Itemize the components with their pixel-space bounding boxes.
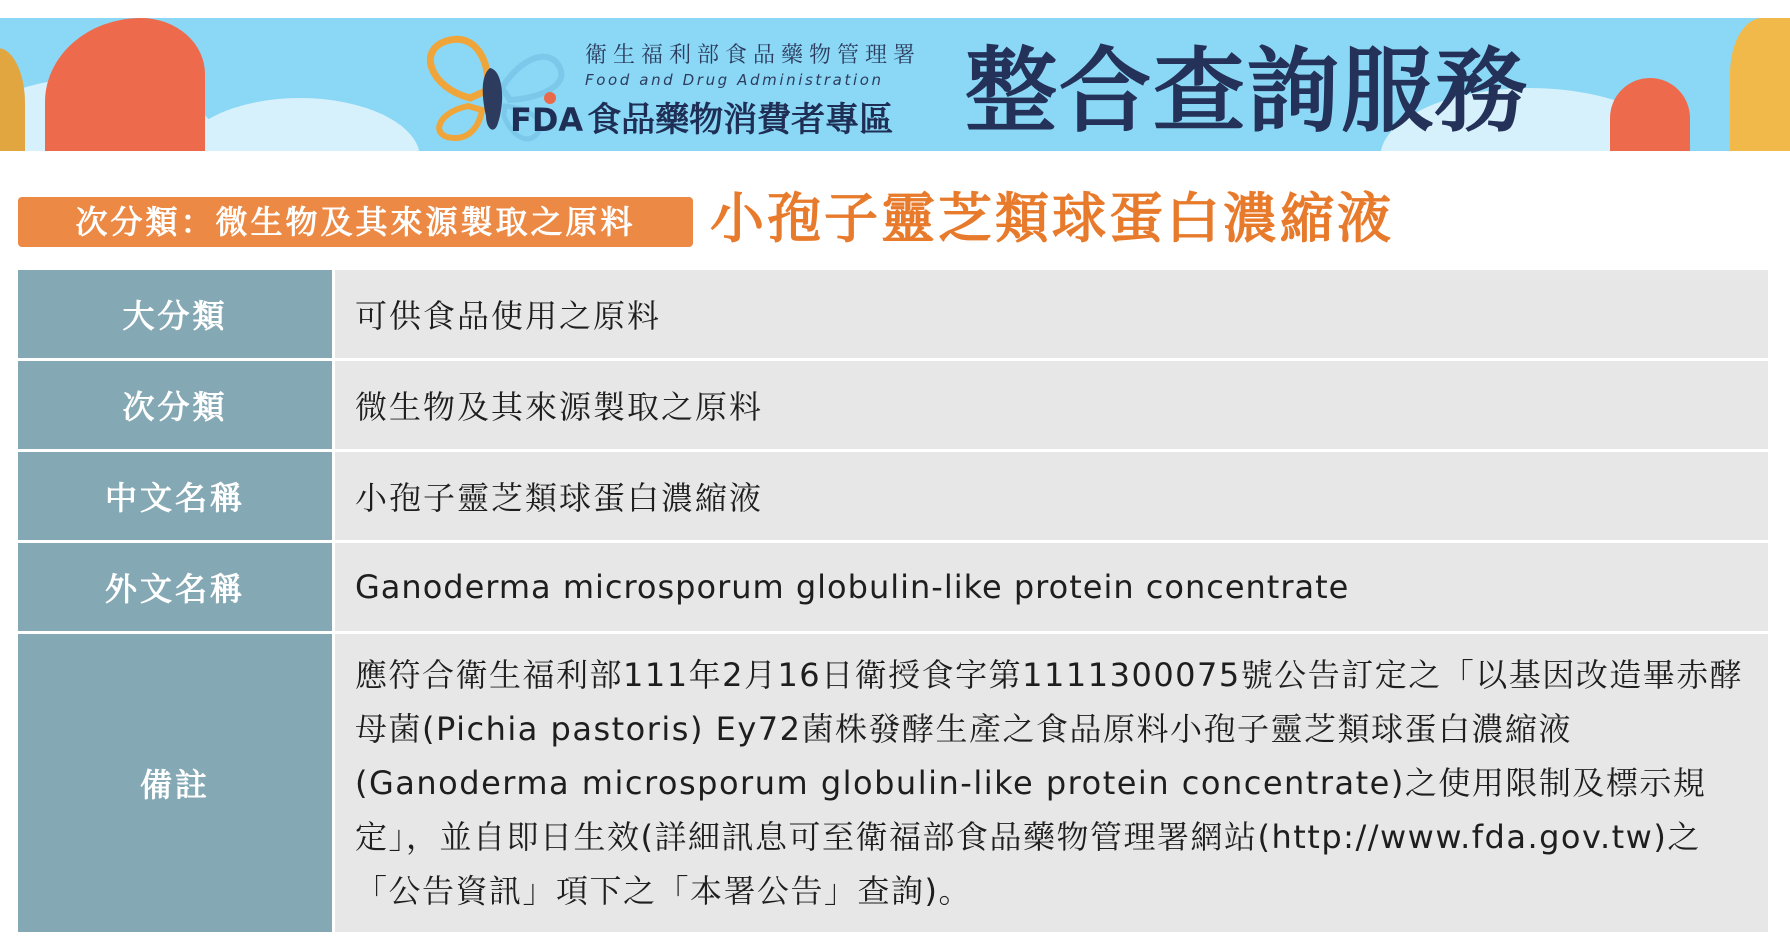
table-row — [18, 451, 1768, 542]
table-row — [18, 633, 1768, 933]
tree-decoration — [0, 48, 25, 151]
org-name-chinese: 衛生福利部食品藥物管理署 — [585, 43, 922, 68]
row-value-note[interactable]: 應符合衛生福利部111年2月16日衛授食字第1111300075號公告訂定之「以基因改造畢赤酵母菌(Pichia pastoris) Ey72菌株發酵生產之食品原料小孢子靈芝類球蛋白濃縮液(Ganoderma microsporum globulin-like protein concentrate)之使用限制及標示規定」，並自即日生效(詳細訊息可至衛福部食品藥物管理署網站(http://www.fda.gov.tw)之「公告資訊」項下之「本署公告」查詢)。 — [334, 633, 1769, 933]
row-label-note: 備註 — [18, 633, 334, 933]
org-name-english: Food and Drug Administration — [585, 71, 884, 89]
org-name — [585, 42, 955, 90]
header-banner — [0, 18, 1790, 151]
row-value-chinese-name: 小孢子靈芝類球蛋白濃縮液 — [334, 451, 1769, 542]
table-row — [18, 542, 1768, 633]
row-value-foreign-name: Ganoderma microsporum globulin-like protein concentrate — [334, 542, 1769, 633]
subcategory-badge: 次分類：微生物及其來源製取之原料 — [18, 197, 693, 247]
tree-decoration — [1610, 78, 1690, 151]
service-title: 整合查詢服務 — [965, 38, 1530, 145]
cloud-decoration — [180, 98, 420, 151]
row-value-major-category: 可供食品使用之原料 — [334, 270, 1769, 360]
item-title: 小孢子靈芝類球蛋白濃縮液 — [710, 187, 1394, 250]
row-label-major-category: 大分類 — [18, 270, 334, 360]
row-value-subcategory: 微生物及其來源製取之原料 — [334, 360, 1769, 451]
portal-name-text: 食品藥物消費者專區 — [587, 100, 894, 140]
table-row — [18, 270, 1768, 360]
row-label-subcategory: 次分類 — [18, 360, 334, 451]
row-label-chinese-name: 中文名稱 — [18, 451, 334, 542]
tree-decoration — [45, 18, 205, 151]
portal-name — [510, 98, 893, 142]
detail-table — [18, 270, 1768, 932]
table-row — [18, 360, 1768, 451]
banner-brand[interactable] — [410, 18, 1560, 151]
tree-decoration — [1730, 18, 1790, 151]
row-label-foreign-name: 外文名稱 — [18, 542, 334, 633]
portal-prefix: FDA — [510, 101, 584, 139]
